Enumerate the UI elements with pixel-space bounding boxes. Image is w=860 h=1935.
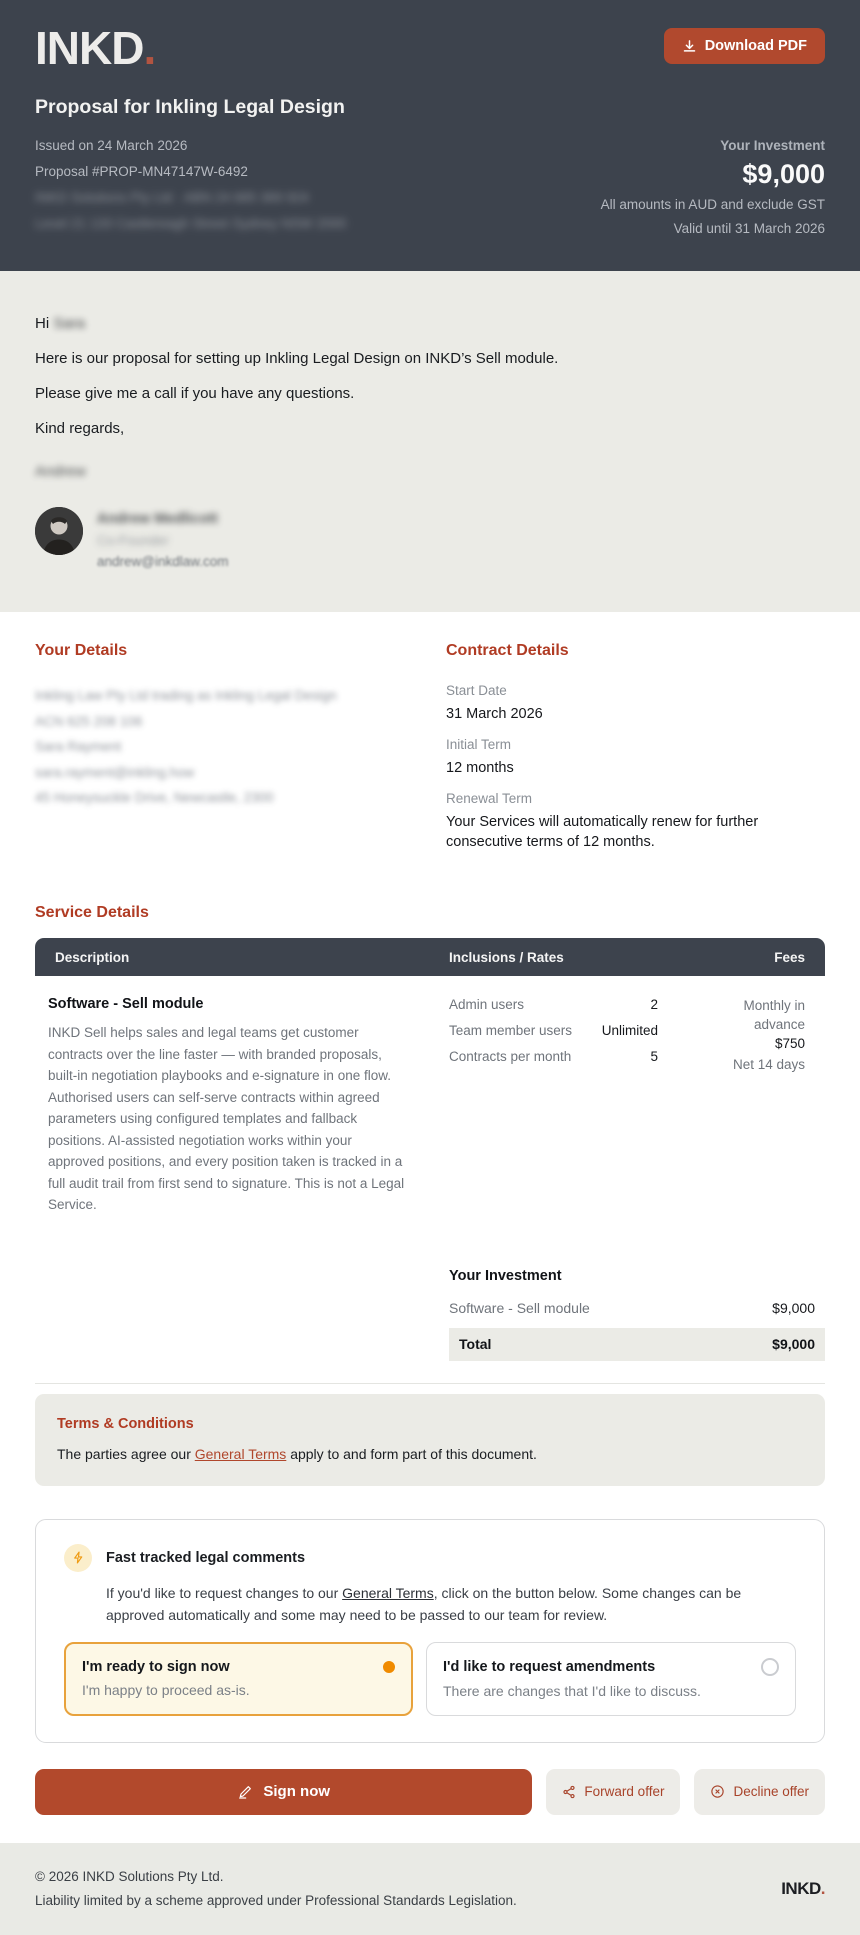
general-terms-link[interactable]: General Terms — [342, 1584, 434, 1601]
intro-line: Here is our proposal for setting up Inkling Legal Design on INKD’s Sell module. — [35, 350, 559, 368]
inclusion-value: Unlimited — [601, 1023, 658, 1039]
client-acn-redacted: ACN 625 208 106 — [35, 713, 143, 729]
initial-term-value: 12 months — [446, 760, 514, 777]
your-details-section — [35, 642, 446, 890]
sender-email: andrew@inkdlaw.com — [97, 554, 229, 570]
questions-line: Please give me a call if you have any questions. — [35, 385, 355, 403]
radio-unselected-icon[interactable] — [761, 1658, 779, 1676]
section-divider — [35, 1383, 825, 1384]
logo-text: INKD — [35, 22, 144, 74]
fees-schedule: Monthly in advance — [743, 998, 805, 1033]
investment-row-label: Software - Sell module — [449, 1299, 590, 1316]
inclusion-label: Team member users — [449, 1023, 573, 1039]
start-date-value: 31 March 2026 — [446, 706, 543, 723]
col-inclusions: Inclusions / Rates — [449, 949, 564, 965]
fast-track-text-before: If you'd like to request changes to our — [106, 1584, 343, 1601]
pen-icon — [237, 1784, 253, 1800]
total-value: $9,000 — [772, 1335, 815, 1352]
fast-track-text-after: , click on the button below. Some changes can be approved automatically and some may need to be passed to our team for review. — [106, 1584, 742, 1623]
option-subtitle: There are changes that I'd like to discuss. — [443, 1682, 701, 1699]
company-line-redacted: INKD Solutions Pty Ltd · ABN 24 685 369 924 — [35, 190, 309, 206]
renewal-term-value: Your Services will automatically renew for further consecutive terms of 12 months. — [446, 814, 759, 851]
service-details-heading: Service Details — [35, 904, 149, 922]
decline-offer-button[interactable] — [694, 1769, 825, 1815]
logo-dot: . — [143, 22, 156, 74]
option-subtitle: I'm happy to proceed as-is. — [82, 1681, 250, 1698]
option-title: I'm ready to sign now — [82, 1658, 230, 1675]
forward-offer-label: Forward offer — [584, 1784, 665, 1800]
product-description: INKD Sell helps sales and legal teams get customer contracts over the line faster — with branded proposals, built-in negotiation playbooks and e-signature in one flow. Authorised users can self-serve contracts within agreed parameters using configured templates and fallback positions. AI-assisted negotiation works within your approved positions, and every position taken is tracked in a full audit trail from first send to signature. This is not a Legal Service. — [48, 1025, 405, 1213]
proposal-ref: Proposal #PROP-MN47147W-6492 — [35, 164, 248, 180]
footer-logo-text: INKD — [781, 1878, 821, 1898]
valid-until: Valid until 31 March 2026 — [673, 221, 825, 237]
issued-date: Issued on 24 March 2026 — [35, 138, 188, 154]
inclusion-row — [449, 1048, 658, 1066]
inkd-logo — [35, 24, 155, 72]
fees-cell — [658, 996, 825, 1216]
investment-total-row — [449, 1328, 825, 1361]
start-date-label: Start Date — [446, 683, 507, 699]
avatar — [35, 507, 83, 555]
sender-name-redacted: Andrew Medlicott — [97, 511, 218, 528]
inclusion-value: 2 — [650, 997, 658, 1013]
action-buttons — [35, 1769, 825, 1815]
service-table-row — [35, 976, 825, 1216]
decline-offer-label: Decline offer — [733, 1784, 809, 1800]
option-title: I'd like to request amendments — [443, 1658, 656, 1675]
footer-inkd-logo — [781, 1879, 825, 1899]
option-ready-to-sign[interactable] — [64, 1642, 413, 1716]
service-table-header — [35, 938, 825, 976]
greeting-line — [35, 313, 825, 335]
client-address-redacted: 45 Honeysuckle Drive, Newcastle, 2300 — [35, 790, 274, 806]
fees-terms: Net 14 days — [732, 1057, 805, 1073]
signature-name-redacted: Andrew — [35, 463, 86, 481]
terms-sentence — [57, 1444, 803, 1464]
page-footer — [0, 1843, 860, 1935]
terms-text-after: apply to and form part of this document. — [286, 1445, 537, 1462]
download-pdf-button[interactable] — [664, 28, 825, 64]
footer-liability: Liability limited by a scheme approved under Professional Standards Legislation. — [35, 1892, 517, 1908]
total-label: Total — [459, 1335, 492, 1352]
signoff-line: Kind regards, — [35, 420, 125, 438]
inclusion-value: 5 — [650, 1049, 658, 1065]
fast-track-box — [35, 1519, 825, 1743]
investment-row — [449, 1300, 825, 1328]
terms-box — [35, 1394, 825, 1486]
greeting-hi: Hi — [35, 315, 54, 333]
investment-row-value: $9,000 — [772, 1299, 815, 1316]
client-name-redacted: Sara Rayment — [35, 739, 122, 755]
sign-now-label: Sign now — [263, 1783, 331, 1801]
sign-now-button[interactable] — [35, 1769, 532, 1815]
general-terms-link[interactable]: General Terms — [194, 1445, 287, 1462]
recipient-name-redacted: Sara — [53, 315, 86, 333]
fast-track-title: Fast tracked legal comments — [106, 1549, 306, 1566]
footer-copyright: © 2026 INKD Solutions Pty Ltd. — [35, 1868, 224, 1884]
inclusion-label: Contracts per month — [449, 1049, 572, 1065]
decline-circle-icon — [710, 1784, 725, 1799]
inclusion-row — [449, 996, 658, 1014]
contract-details-section — [446, 642, 825, 890]
col-description: Description — [55, 949, 130, 965]
footer-logo-dot: . — [820, 1878, 825, 1898]
inclusion-row — [449, 1022, 658, 1040]
sender-card — [35, 507, 825, 572]
greeting-section — [0, 271, 860, 612]
investment-amount: $9,000 — [742, 159, 825, 190]
investment-summary — [449, 1268, 825, 1361]
fast-track-body — [64, 1582, 796, 1626]
share-icon — [562, 1785, 576, 1799]
download-pdf-label: Download PDF — [704, 38, 807, 54]
fees-amount: $750 — [774, 1036, 805, 1052]
gst-note: All amounts in AUD and exclude GST — [600, 197, 825, 213]
sender-role-redacted: Co-Founder — [97, 533, 170, 549]
option-request-amendments[interactable] — [426, 1642, 796, 1716]
contract-details-heading: Contract Details — [446, 642, 569, 660]
address-line-redacted: Level 21 133 Castlereagh Street Sydney NSW 2000 — [35, 216, 347, 232]
terms-text-before: The parties agree our — [57, 1445, 195, 1462]
client-company-redacted: Inkling Law Pty Ltd trading as Inkling Legal Design — [35, 688, 337, 704]
lightning-icon — [64, 1544, 92, 1572]
terms-heading: Terms & Conditions — [57, 1415, 194, 1432]
investment-heading: Your Investment — [449, 1267, 562, 1284]
forward-offer-button[interactable] — [546, 1769, 680, 1815]
product-name: Software - Sell module — [48, 996, 204, 1013]
download-icon — [682, 39, 697, 54]
investment-label: Your Investment — [720, 138, 825, 154]
radio-selected-icon[interactable] — [383, 1661, 395, 1673]
proposal-title: Proposal for Inkling Legal Design — [35, 96, 345, 119]
proposal-header — [0, 0, 860, 271]
renewal-term-label: Renewal Term — [446, 791, 533, 807]
col-fees: Fees — [774, 949, 805, 965]
initial-term-label: Initial Term — [446, 737, 512, 753]
proposal-body — [0, 612, 860, 1815]
client-email-redacted: sara.rayment@inkling.how — [35, 764, 195, 780]
your-details-heading: Your Details — [35, 642, 128, 660]
service-table — [35, 938, 825, 1216]
inclusion-label: Admin users — [449, 997, 525, 1013]
